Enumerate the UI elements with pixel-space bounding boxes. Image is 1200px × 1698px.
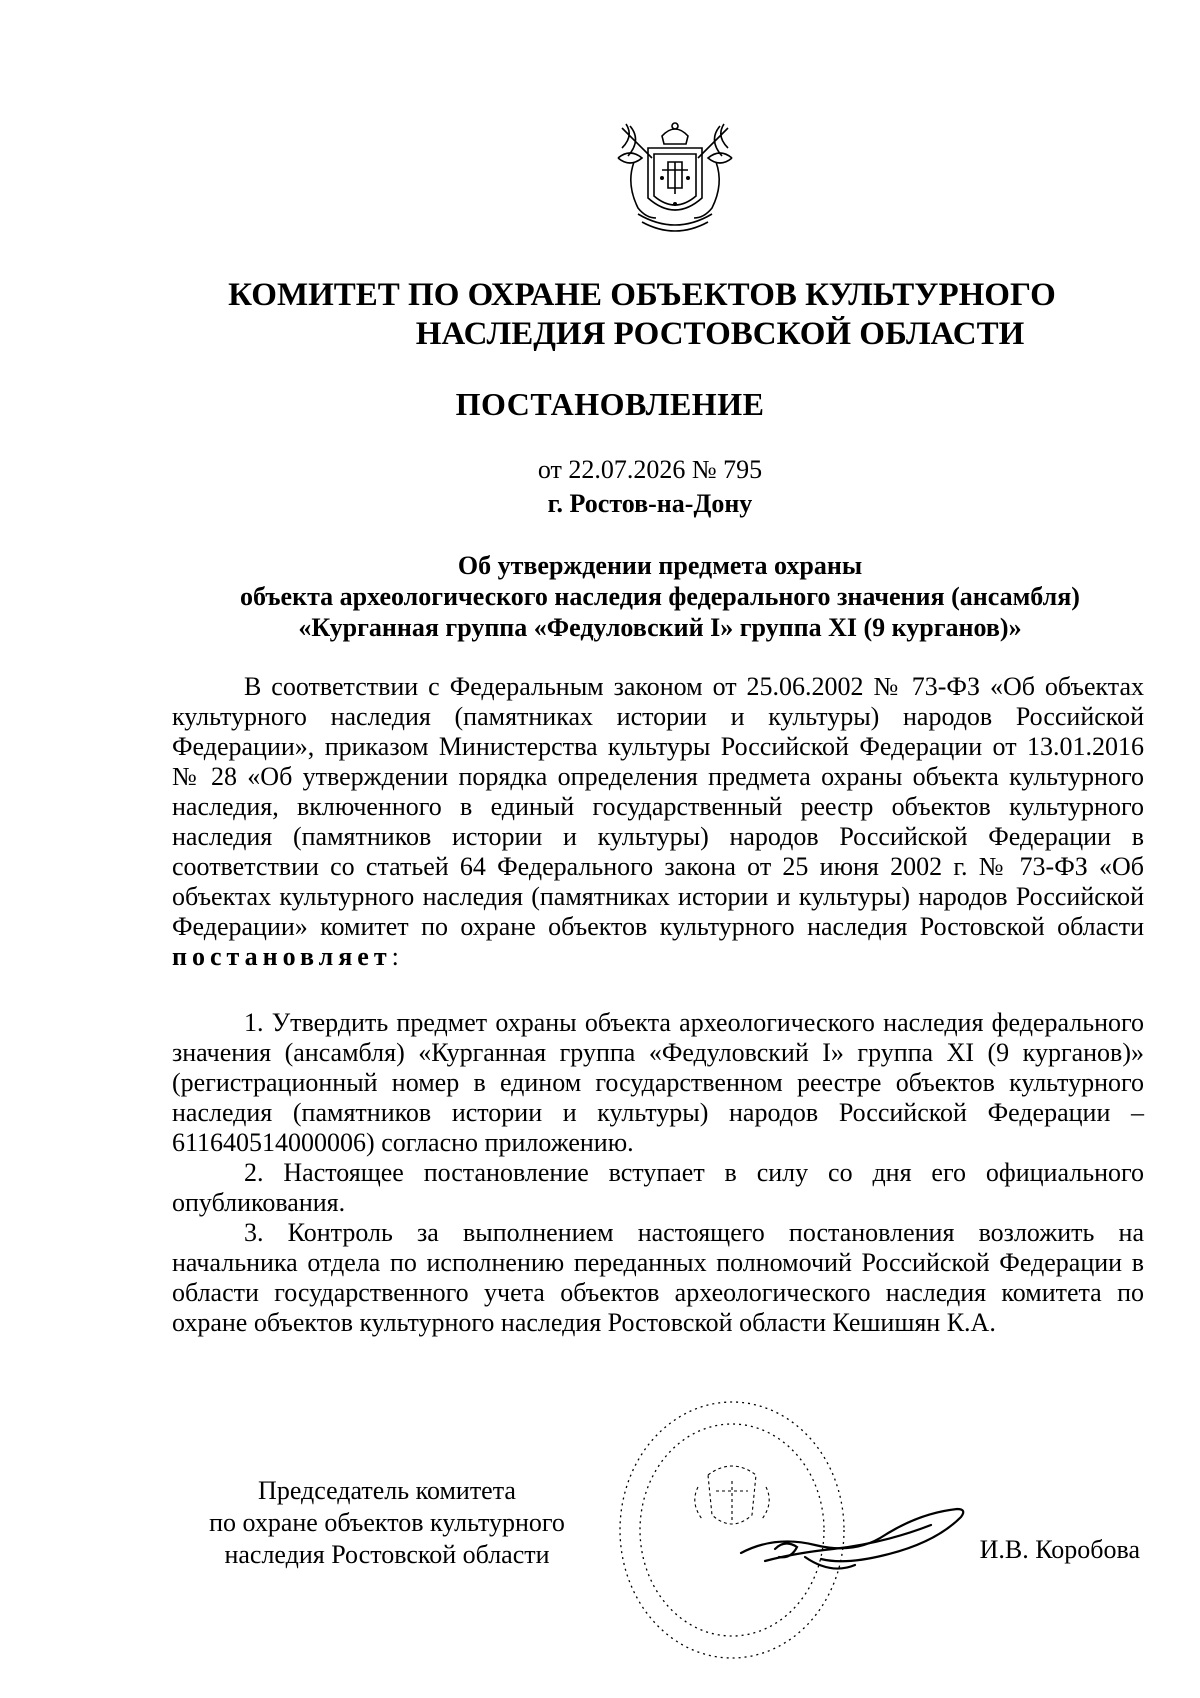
- subject-line1: Об утверждении предмета охраны: [457, 551, 863, 580]
- document-body: [172, 672, 1144, 1338]
- coat-of-arms-icon: [612, 118, 738, 236]
- resolution-item-1: 1. Утвердить предмет охраны объекта археологического наследия федерального значения (ансамбля) «Курганная группа «Федуловский I» группа XI (9 курганов)» (регистрационный номер в едином государственном реестре объектов культурного наследия (памятников истории и культуры) народов Российской Федерации – 611640514000006) согласно приложению.: [172, 1008, 1144, 1157]
- resolution-item-2: 2. Настоящее постановление вступает в силу со дня его официального опубликования.: [172, 1158, 1144, 1217]
- resolution-item-3: 3. Контроль за выполнением настоящего постановления возложить на начальника отдела по исполнению переданных полномочий Российской Федерации в области государственного учета объектов археологического наследия комитета по охране объектов культурного наследия Ростовской области Кешишян К.А.: [172, 1218, 1144, 1337]
- document-type: ПОСТАНОВЛЕНИЕ: [455, 386, 765, 422]
- organization-name-line1: КОМИТЕТ ПО ОХРАНЕ ОБЪЕКТОВ КУЛЬТУРНОГО: [228, 277, 1056, 313]
- subject-line3: «Курганная группа «Федуловский I» группа XI (9 курганов)»: [298, 613, 1022, 642]
- document-subject: [140, 550, 1180, 643]
- preamble-text: В соответствии с Федеральным законом от 25.06.2002 № 73-ФЗ «Об объектах культурного наследия (памятниках истории и культуры) народов Российской Федерации», приказом Министерства культуры Российской Федерации от 13.01.2016 № 28 «Об утверждении порядка определения предмета охраны объекта культурного наследия, включенного в единый государственный реестр объектов культурного наследия (памятников истории и культуры) народов Российской Федерации в соответствии со статьей 64 Федерального закона от 25 июня 2002 г. № 73-ФЗ «Об объектах культурного наследия (памятниках истории и культуры) народов Российской Федерации» комитет по охране объектов культурного наследия Ростовской области: [172, 672, 1144, 941]
- document-date-number: от 22.07.2026 № 795: [537, 455, 763, 484]
- preamble-paragraph: [172, 672, 1144, 972]
- signature-icon: [735, 1495, 970, 1585]
- signer-position: [172, 1475, 602, 1571]
- resolves-word: постановляет: [172, 942, 392, 971]
- organization-name-line2: НАСЛЕДИЯ РОСТОВСКОЙ ОБЛАСТИ: [415, 316, 1025, 352]
- signer-position-line2: по охране объектов культурного: [209, 1508, 565, 1537]
- signer-position-line1: Председатель комитета: [258, 1476, 516, 1505]
- signer-position-line3: наследия Ростовской области: [224, 1540, 550, 1569]
- signer-name: И.В. Коробова: [979, 1535, 1140, 1564]
- document-city: г. Ростов-на-Дону: [547, 489, 753, 518]
- resolves-colon: :: [391, 942, 399, 971]
- subject-line2: объекта археологического наследия федерального значения (ансамбля): [240, 582, 1080, 611]
